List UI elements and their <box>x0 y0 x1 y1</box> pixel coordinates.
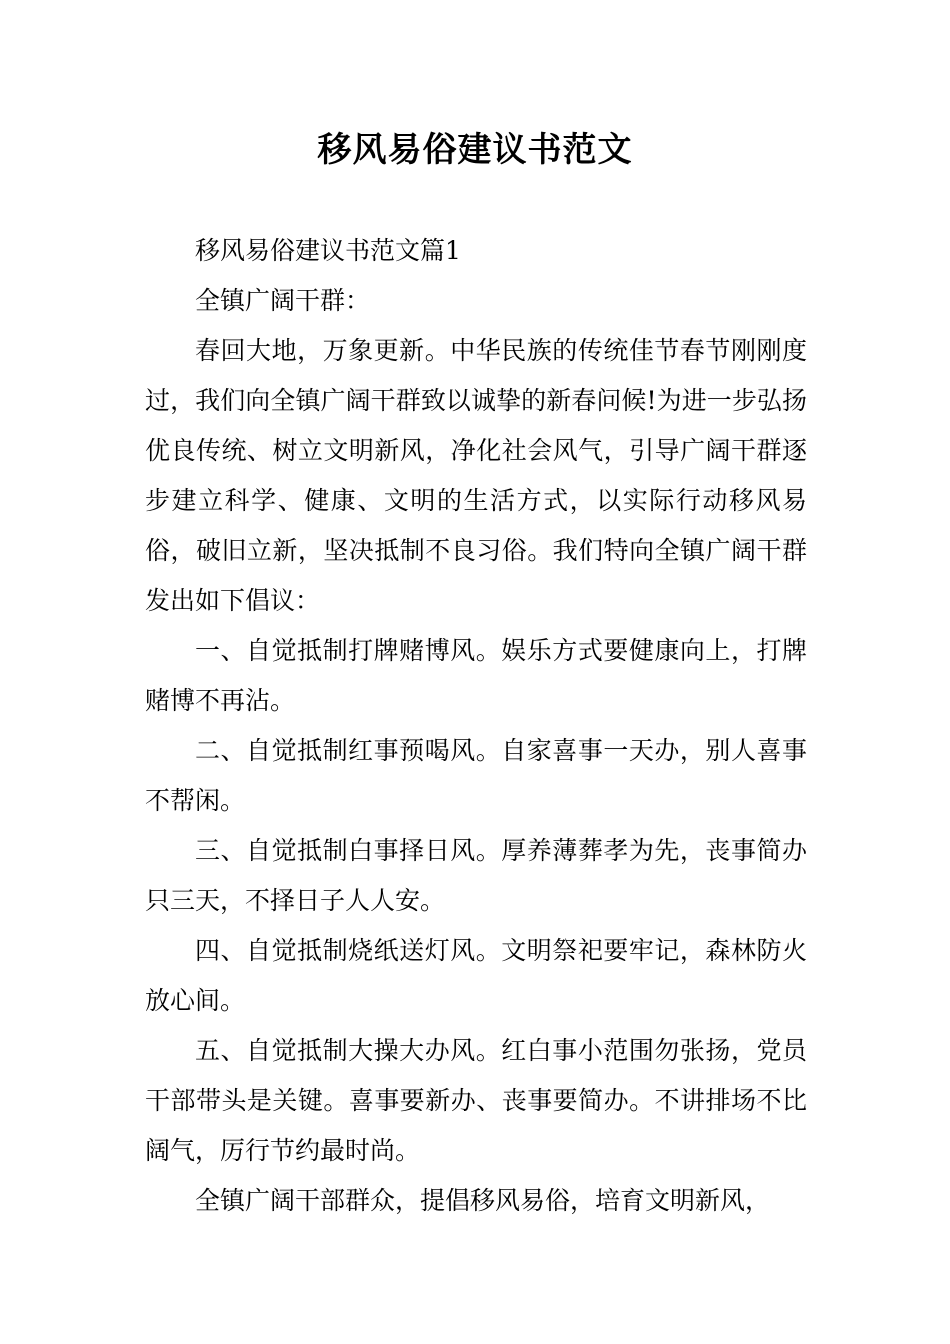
paragraph-item-2: 二、自觉抵制红事预喝风。自家喜事一天办，别人喜事不帮闲。 <box>145 736 807 815</box>
paragraph-item-4: 四、自觉抵制烧纸送灯风。文明祭祀要牢记，森林防火放心间。 <box>145 936 807 1015</box>
paragraph-item-1: 一、自觉抵制打牌赌博风。娱乐方式要健康向上，打牌赌博不再沾。 <box>145 636 807 715</box>
paragraph-item-5: 五、自觉抵制大操大办风。红白事小范围勿张扬，党员干部带头是关键。喜事要新办、丧事要简办。不讲排场不比阔气，厉行节约最时尚。 <box>145 1036 807 1165</box>
document-body <box>145 226 807 1226</box>
paragraph-heading: 移风易俗建议书范文篇1 <box>195 236 461 265</box>
paragraph-closing: 全镇广阔干部群众，提倡移风易俗，培育文明新风， <box>195 1186 771 1215</box>
paragraph-salutation: 全镇广阔干群： <box>195 286 371 315</box>
document-title: 移风易俗建议书范文 <box>317 130 633 170</box>
paragraph-intro: 春回大地，万象更新。中华民族的传统佳节春节刚刚度过，我们向全镇广阔干群致以诚挚的新春问候!为进一步弘扬优良传统、树立文明新风，净化社会风气，引导广阔干群逐步建立科学、健康、文明的生活方式，以实际行动移风易俗，破旧立新，坚决抵制不良习俗。我们特向全镇广阔干群发出如下倡议： <box>145 336 807 615</box>
paragraph-item-3: 三、自觉抵制白事择日风。厚养薄葬孝为先，丧事简办只三天，不择日子人人安。 <box>145 836 807 915</box>
